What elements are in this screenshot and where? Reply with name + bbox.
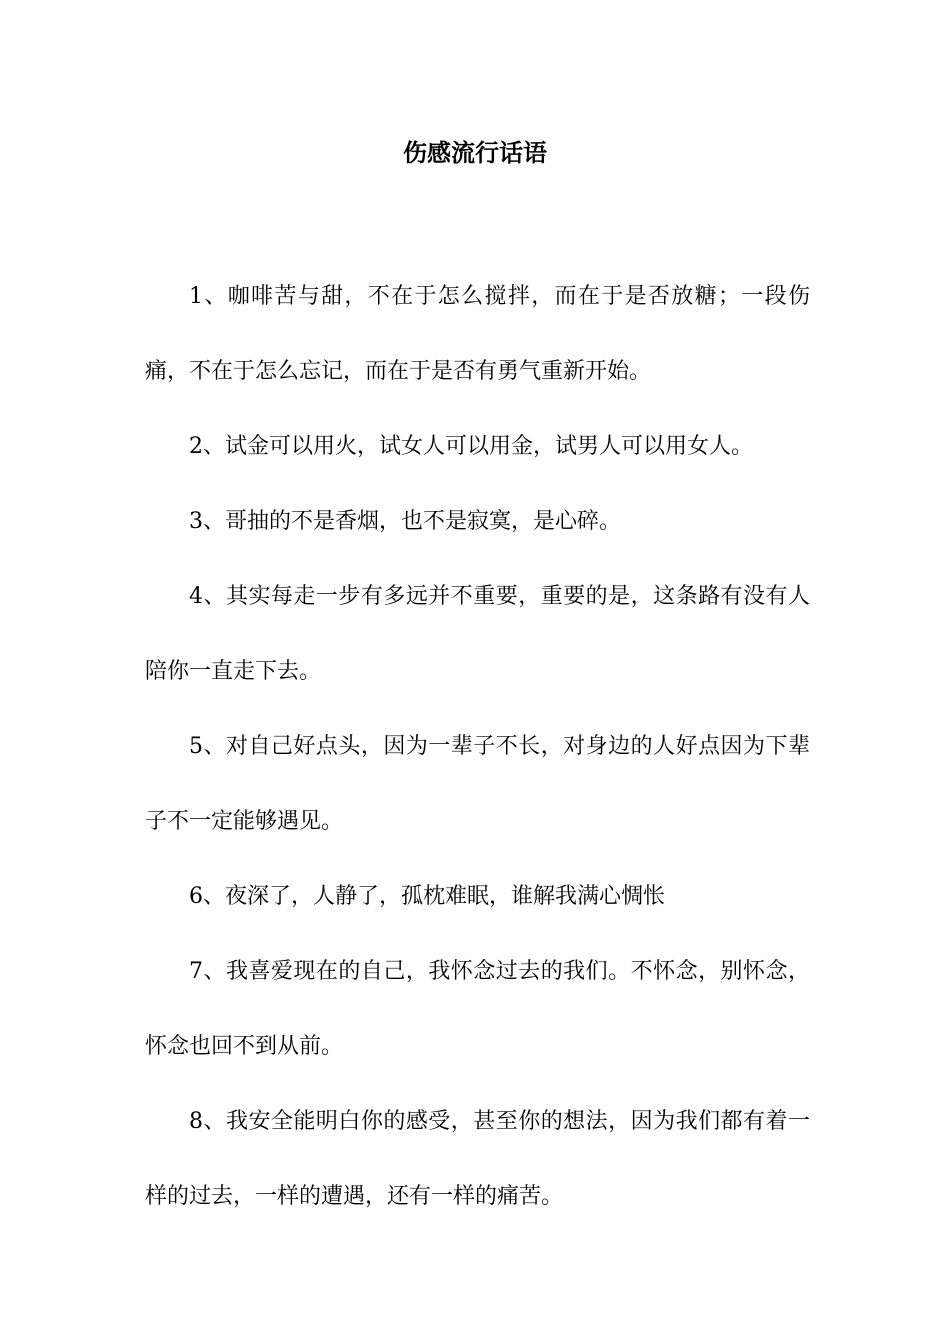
paragraph-6: 6、夜深了，人静了，孤枕难眠，谁解我满心惆怅 (189, 884, 665, 909)
paragraph-3: 3、哥抽的不是香烟，也不是寂寞，是心碎。 (189, 509, 621, 534)
paragraph-8: 8、我安全能明白你的感受，甚至你的想法，因为我们都有着一样的过去，一样的遭遇，还有一样的痛苦。 (145, 1109, 810, 1209)
paragraph-7: 7、我喜爱现在的自己，我怀念过去的我们。不怀念，别怀念，怀念也回不到从前。 (145, 959, 810, 1059)
paragraph-1: 1、咖啡苦与甜，不在于怎么搅拌，而在于是否放糖；一段伤痛，不在于怎么忘记，而在于是否有勇气重新开始。 (145, 284, 810, 384)
paragraph-5: 5、对自己好点头，因为一辈子不长，对身边的人好点因为下辈子不一定能够遇见。 (145, 734, 810, 834)
paragraph-4: 4、其实每走一步有多远并不重要，重要的是，这条路有没有人陪你一直走下去。 (145, 584, 810, 684)
paragraph-2: 2、试金可以用火，试女人可以用金，试男人可以用女人。 (189, 434, 753, 459)
document-title: 伤感流行话语 (403, 138, 547, 167)
document-body (145, 259, 810, 1234)
